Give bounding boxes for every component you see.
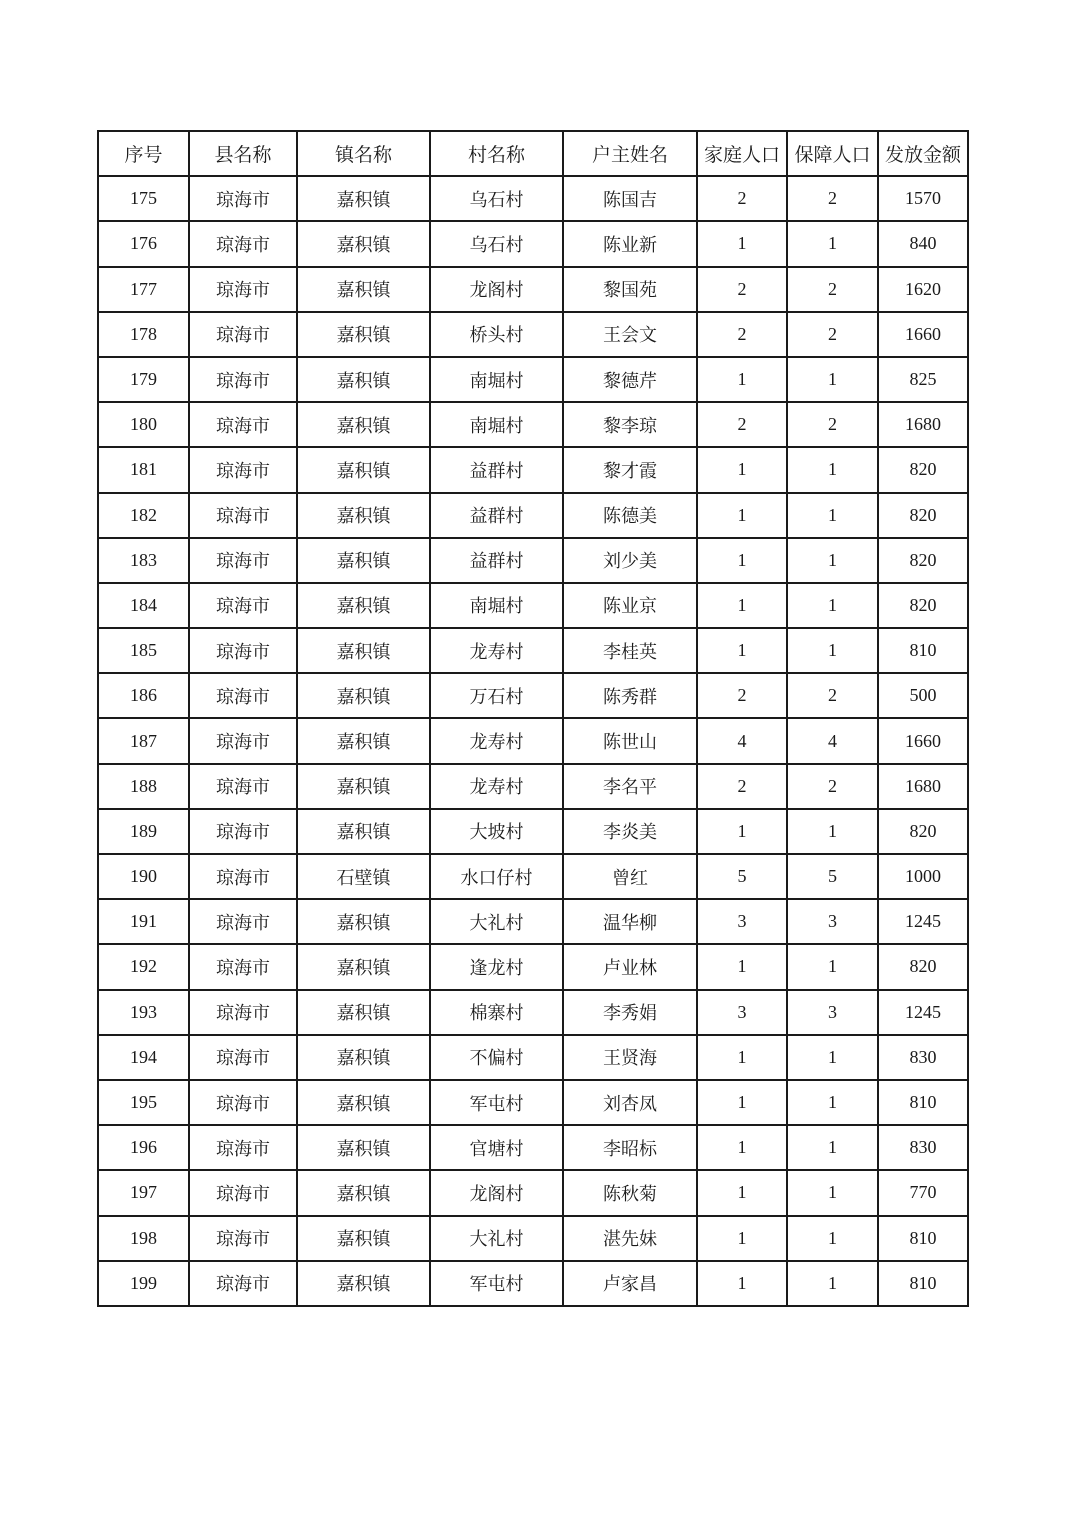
cell-householder: 曾红 [563,854,697,899]
table-row [98,312,968,357]
cell-family-size: 2 [697,764,787,809]
cell-village: 南堀村 [430,583,563,628]
cell-family-size: 4 [697,718,787,763]
cell-amount: 825 [878,357,968,402]
cell-index: 187 [98,718,189,763]
cell-town: 嘉积镇 [297,718,430,763]
cell-index: 192 [98,944,189,989]
table-row [98,944,968,989]
table-row [98,583,968,628]
header-row [98,131,968,176]
cell-amount: 820 [878,493,968,538]
cell-family-size: 1 [697,1125,787,1170]
cell-family-size: 1 [697,1080,787,1125]
cell-village: 龙阁村 [430,1170,563,1215]
cell-village: 南堀村 [430,357,563,402]
table-row [98,1125,968,1170]
table-row [98,809,968,854]
cell-covered-size: 1 [787,809,878,854]
cell-householder: 黎才霞 [563,447,697,492]
table-row [98,1035,968,1080]
cell-family-size: 1 [697,357,787,402]
table-row [98,1170,968,1215]
cell-village: 乌石村 [430,221,563,266]
cell-amount: 1680 [878,402,968,447]
cell-county: 琼海市 [189,718,297,763]
table-row [98,267,968,312]
cell-county: 琼海市 [189,312,297,357]
cell-family-size: 1 [697,944,787,989]
cell-covered-size: 1 [787,583,878,628]
cell-householder: 陈秋菊 [563,1170,697,1215]
cell-county: 琼海市 [189,764,297,809]
cell-village: 大礼村 [430,899,563,944]
cell-town: 嘉积镇 [297,267,430,312]
cell-county: 琼海市 [189,944,297,989]
cell-town: 嘉积镇 [297,493,430,538]
cell-village: 龙寿村 [430,718,563,763]
cell-town: 嘉积镇 [297,1261,430,1306]
cell-householder: 陈业京 [563,583,697,628]
header-county: 县名称 [189,131,297,176]
cell-county: 琼海市 [189,1035,297,1080]
cell-householder: 李名平 [563,764,697,809]
cell-covered-size: 2 [787,402,878,447]
cell-covered-size: 1 [787,1261,878,1306]
cell-householder: 李炎美 [563,809,697,854]
cell-index: 184 [98,583,189,628]
cell-covered-size: 1 [787,1125,878,1170]
cell-town: 嘉积镇 [297,1125,430,1170]
cell-family-size: 2 [697,402,787,447]
cell-index: 193 [98,990,189,1035]
cell-county: 琼海市 [189,221,297,266]
cell-family-size: 1 [697,1035,787,1080]
cell-householder: 陈秀群 [563,673,697,718]
cell-amount: 1245 [878,990,968,1035]
cell-village: 不偏村 [430,1035,563,1080]
cell-covered-size: 1 [787,944,878,989]
cell-index: 180 [98,402,189,447]
cell-covered-size: 1 [787,1035,878,1080]
cell-householder: 李桂英 [563,628,697,673]
cell-covered-size: 1 [787,221,878,266]
cell-index: 181 [98,447,189,492]
cell-county: 琼海市 [189,447,297,492]
header-index: 序号 [98,131,189,176]
cell-index: 177 [98,267,189,312]
cell-index: 188 [98,764,189,809]
cell-covered-size: 1 [787,447,878,492]
cell-town: 石壁镇 [297,854,430,899]
cell-householder: 李昭标 [563,1125,697,1170]
cell-county: 琼海市 [189,1261,297,1306]
cell-index: 190 [98,854,189,899]
cell-householder: 黎李琼 [563,402,697,447]
cell-county: 琼海市 [189,809,297,854]
cell-amount: 820 [878,447,968,492]
cell-covered-size: 1 [787,628,878,673]
cell-county: 琼海市 [189,493,297,538]
cell-town: 嘉积镇 [297,990,430,1035]
cell-village: 南堀村 [430,402,563,447]
cell-county: 琼海市 [189,1080,297,1125]
cell-town: 嘉积镇 [297,1170,430,1215]
cell-county: 琼海市 [189,357,297,402]
table-row [98,357,968,402]
cell-amount: 1660 [878,312,968,357]
cell-covered-size: 3 [787,899,878,944]
cell-village: 龙阁村 [430,267,563,312]
cell-village: 大礼村 [430,1216,563,1261]
table-row [98,221,968,266]
cell-town: 嘉积镇 [297,1035,430,1080]
cell-family-size: 1 [697,1261,787,1306]
cell-family-size: 5 [697,854,787,899]
cell-index: 175 [98,176,189,221]
cell-index: 183 [98,538,189,583]
cell-village: 乌石村 [430,176,563,221]
cell-town: 嘉积镇 [297,673,430,718]
cell-town: 嘉积镇 [297,312,430,357]
cell-county: 琼海市 [189,673,297,718]
table-header [98,131,968,176]
cell-index: 182 [98,493,189,538]
cell-amount: 820 [878,944,968,989]
cell-town: 嘉积镇 [297,809,430,854]
cell-covered-size: 1 [787,1216,878,1261]
cell-county: 琼海市 [189,990,297,1035]
cell-village: 军屯村 [430,1261,563,1306]
cell-village: 龙寿村 [430,628,563,673]
cell-covered-size: 1 [787,538,878,583]
cell-village: 益群村 [430,538,563,583]
cell-index: 179 [98,357,189,402]
cell-householder: 王贤海 [563,1035,697,1080]
cell-town: 嘉积镇 [297,899,430,944]
cell-family-size: 2 [697,176,787,221]
cell-index: 196 [98,1125,189,1170]
cell-village: 军屯村 [430,1080,563,1125]
cell-family-size: 1 [697,221,787,266]
table-row [98,990,968,1035]
cell-village: 大坡村 [430,809,563,854]
cell-amount: 820 [878,583,968,628]
cell-family-size: 1 [697,628,787,673]
table-row [98,1261,968,1306]
cell-amount: 500 [878,673,968,718]
cell-householder: 刘少美 [563,538,697,583]
cell-householder: 卢家昌 [563,1261,697,1306]
cell-amount: 1000 [878,854,968,899]
cell-covered-size: 2 [787,312,878,357]
cell-index: 198 [98,1216,189,1261]
cell-family-size: 2 [697,267,787,312]
cell-county: 琼海市 [189,583,297,628]
cell-householder: 陈世山 [563,718,697,763]
cell-family-size: 3 [697,899,787,944]
table-row [98,1216,968,1261]
cell-covered-size: 1 [787,493,878,538]
cell-amount: 820 [878,538,968,583]
cell-covered-size: 2 [787,176,878,221]
header-family-size: 家庭人口 [697,131,787,176]
cell-amount: 1620 [878,267,968,312]
cell-family-size: 1 [697,493,787,538]
cell-amount: 1680 [878,764,968,809]
cell-county: 琼海市 [189,899,297,944]
cell-town: 嘉积镇 [297,538,430,583]
cell-covered-size: 1 [787,357,878,402]
cell-covered-size: 1 [787,1170,878,1215]
cell-county: 琼海市 [189,267,297,312]
table-row [98,1080,968,1125]
cell-family-size: 1 [697,809,787,854]
cell-town: 嘉积镇 [297,357,430,402]
cell-family-size: 3 [697,990,787,1035]
cell-index: 176 [98,221,189,266]
cell-householder: 陈业新 [563,221,697,266]
cell-index: 194 [98,1035,189,1080]
cell-family-size: 2 [697,312,787,357]
cell-householder: 刘杏凤 [563,1080,697,1125]
cell-family-size: 2 [697,673,787,718]
table-row [98,899,968,944]
header-amount: 发放金额 [878,131,968,176]
cell-village: 桥头村 [430,312,563,357]
cell-index: 191 [98,899,189,944]
cell-town: 嘉积镇 [297,176,430,221]
cell-town: 嘉积镇 [297,1080,430,1125]
cell-village: 水口仔村 [430,854,563,899]
cell-amount: 1660 [878,718,968,763]
cell-index: 199 [98,1261,189,1306]
cell-amount: 1570 [878,176,968,221]
cell-town: 嘉积镇 [297,764,430,809]
cell-town: 嘉积镇 [297,402,430,447]
cell-town: 嘉积镇 [297,1216,430,1261]
cell-amount: 770 [878,1170,968,1215]
table-row [98,447,968,492]
cell-householder: 黎国苑 [563,267,697,312]
cell-town: 嘉积镇 [297,628,430,673]
cell-village: 龙寿村 [430,764,563,809]
header-covered-size: 保障人口 [787,131,878,176]
cell-covered-size: 2 [787,673,878,718]
cell-town: 嘉积镇 [297,944,430,989]
cell-town: 嘉积镇 [297,447,430,492]
table-row [98,176,968,221]
cell-village: 官塘村 [430,1125,563,1170]
table-row [98,854,968,899]
cell-village: 棉寨村 [430,990,563,1035]
cell-index: 189 [98,809,189,854]
cell-family-size: 1 [697,538,787,583]
cell-family-size: 1 [697,447,787,492]
table-row [98,493,968,538]
cell-covered-size: 2 [787,764,878,809]
cell-county: 琼海市 [189,1125,297,1170]
cell-householder: 黎德芹 [563,357,697,402]
cell-amount: 840 [878,221,968,266]
cell-county: 琼海市 [189,176,297,221]
cell-county: 琼海市 [189,538,297,583]
table-row [98,673,968,718]
header-town: 镇名称 [297,131,430,176]
table-body [98,176,968,1306]
cell-covered-size: 1 [787,1080,878,1125]
cell-householder: 卢业林 [563,944,697,989]
table-row [98,764,968,809]
table-row [98,628,968,673]
cell-county: 琼海市 [189,402,297,447]
cell-town: 嘉积镇 [297,221,430,266]
table-row [98,402,968,447]
cell-county: 琼海市 [189,1216,297,1261]
cell-covered-size: 2 [787,267,878,312]
cell-householder: 温华柳 [563,899,697,944]
cell-index: 197 [98,1170,189,1215]
cell-village: 逢龙村 [430,944,563,989]
beneficiary-table [97,130,969,1307]
cell-county: 琼海市 [189,628,297,673]
table-row [98,718,968,763]
cell-family-size: 1 [697,1216,787,1261]
header-village: 村名称 [430,131,563,176]
cell-amount: 810 [878,1261,968,1306]
cell-index: 186 [98,673,189,718]
cell-amount: 820 [878,809,968,854]
cell-covered-size: 3 [787,990,878,1035]
cell-village: 益群村 [430,493,563,538]
cell-householder: 湛先妹 [563,1216,697,1261]
cell-family-size: 1 [697,583,787,628]
cell-amount: 810 [878,1080,968,1125]
cell-amount: 830 [878,1125,968,1170]
cell-covered-size: 4 [787,718,878,763]
cell-town: 嘉积镇 [297,583,430,628]
table-row [98,538,968,583]
cell-family-size: 1 [697,1170,787,1215]
cell-amount: 1245 [878,899,968,944]
cell-county: 琼海市 [189,854,297,899]
cell-index: 195 [98,1080,189,1125]
cell-county: 琼海市 [189,1170,297,1215]
cell-index: 185 [98,628,189,673]
cell-amount: 810 [878,1216,968,1261]
cell-householder: 李秀娟 [563,990,697,1035]
cell-householder: 陈国吉 [563,176,697,221]
cell-householder: 陈德美 [563,493,697,538]
cell-covered-size: 5 [787,854,878,899]
cell-householder: 王会文 [563,312,697,357]
cell-index: 178 [98,312,189,357]
cell-village: 益群村 [430,447,563,492]
cell-amount: 810 [878,628,968,673]
cell-village: 万石村 [430,673,563,718]
header-householder: 户主姓名 [563,131,697,176]
cell-amount: 830 [878,1035,968,1080]
